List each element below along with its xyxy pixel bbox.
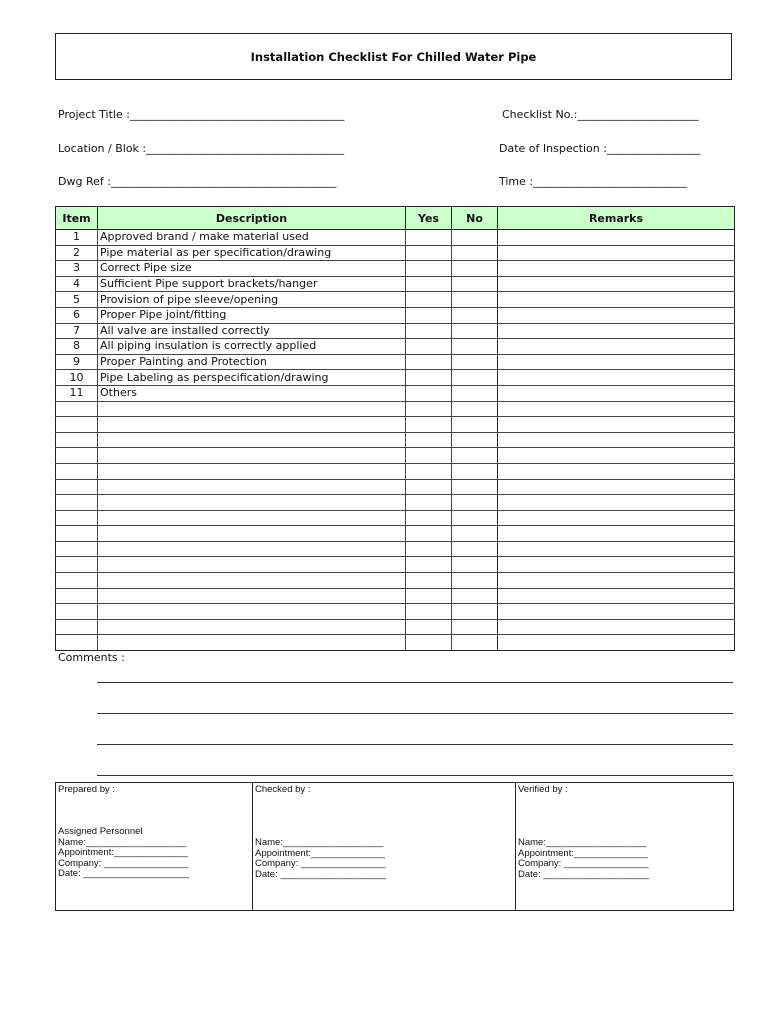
item-number <box>56 604 98 620</box>
yes-cell[interactable] <box>406 479 452 495</box>
yes-cell[interactable] <box>406 230 452 246</box>
yes-cell[interactable] <box>406 276 452 292</box>
remarks-cell[interactable] <box>498 463 735 479</box>
item-number <box>56 573 98 589</box>
checked-appointment-field[interactable]: Appointment:______________ <box>255 847 385 859</box>
remarks-cell[interactable] <box>498 526 735 542</box>
no-cell[interactable] <box>452 619 498 635</box>
no-cell[interactable] <box>452 510 498 526</box>
table-row <box>56 339 735 355</box>
item-description: All piping insulation is correctly applied <box>98 339 406 355</box>
no-cell[interactable] <box>452 370 498 386</box>
yes-cell[interactable] <box>406 573 452 589</box>
no-cell[interactable] <box>452 230 498 246</box>
prepared-appointment-field[interactable]: Appointment:______________ <box>58 847 188 859</box>
item-number: 1 <box>56 230 98 246</box>
item-number <box>56 432 98 448</box>
item-description <box>98 432 406 448</box>
table-row <box>56 588 735 604</box>
item-number <box>56 463 98 479</box>
checked-by-label: Checked by : <box>255 784 311 795</box>
item-description: All valve are installed correctly <box>98 323 406 339</box>
item-number: 8 <box>56 339 98 355</box>
item-description <box>98 635 406 651</box>
prepared-by-box <box>55 782 253 911</box>
item-number <box>56 588 98 604</box>
no-cell[interactable] <box>452 604 498 620</box>
item-number: 9 <box>56 354 98 370</box>
no-cell[interactable] <box>452 307 498 323</box>
item-description <box>98 401 406 417</box>
item-description: Approved brand / make material used <box>98 230 406 246</box>
no-cell[interactable] <box>452 635 498 651</box>
no-cell[interactable] <box>452 448 498 464</box>
item-number <box>56 417 98 433</box>
no-cell[interactable] <box>452 557 498 573</box>
table-row <box>56 448 735 464</box>
table-row <box>56 432 735 448</box>
checklist-no-field[interactable]: Checklist No.:______________________ <box>502 108 699 121</box>
table-row <box>56 463 735 479</box>
no-cell[interactable] <box>452 261 498 277</box>
item-description: Provision of pipe sleeve/opening <box>98 292 406 308</box>
header-yes: Yes <box>406 207 452 230</box>
no-cell[interactable] <box>452 463 498 479</box>
yes-cell[interactable] <box>406 635 452 651</box>
table-row <box>56 495 735 511</box>
remarks-cell[interactable] <box>498 339 735 355</box>
remarks-cell[interactable] <box>498 588 735 604</box>
item-description <box>98 573 406 589</box>
remarks-cell[interactable] <box>498 307 735 323</box>
table-row <box>56 261 735 277</box>
prepared-date-field[interactable]: Date: ____________________ <box>58 868 190 880</box>
yes-cell[interactable] <box>406 619 452 635</box>
yes-cell[interactable] <box>406 604 452 620</box>
yes-cell[interactable] <box>406 495 452 511</box>
remarks-cell[interactable] <box>498 292 735 308</box>
yes-cell[interactable] <box>406 526 452 542</box>
yes-cell[interactable] <box>406 510 452 526</box>
comments-label: Comments : <box>58 651 125 664</box>
remarks-cell[interactable] <box>498 385 735 401</box>
no-cell[interactable] <box>452 385 498 401</box>
remarks-cell[interactable] <box>498 261 735 277</box>
table-row <box>56 307 735 323</box>
no-cell[interactable] <box>452 417 498 433</box>
remarks-cell[interactable] <box>498 510 735 526</box>
no-cell[interactable] <box>452 479 498 495</box>
no-cell[interactable] <box>452 526 498 542</box>
remarks-cell[interactable] <box>498 354 735 370</box>
table-row <box>56 370 735 386</box>
prepared-name-field[interactable]: Name:___________________ <box>58 836 187 848</box>
item-number <box>56 619 98 635</box>
table-row <box>56 230 735 246</box>
yes-cell[interactable] <box>406 370 452 386</box>
item-number: 5 <box>56 292 98 308</box>
remarks-cell[interactable] <box>498 635 735 651</box>
checked-name-field[interactable]: Name:___________________ <box>255 837 384 848</box>
date-of-inspection-field[interactable]: Date of Inspection :_________________ <box>499 142 701 155</box>
item-number <box>56 526 98 542</box>
item-number: 2 <box>56 245 98 261</box>
no-cell[interactable] <box>452 292 498 308</box>
table-row <box>56 604 735 620</box>
table-header-row <box>56 207 735 230</box>
no-cell[interactable] <box>452 588 498 604</box>
remarks-cell[interactable] <box>498 323 735 339</box>
item-number <box>56 557 98 573</box>
remarks-cell[interactable] <box>498 370 735 386</box>
item-number <box>56 541 98 557</box>
remarks-cell[interactable] <box>498 432 735 448</box>
no-cell[interactable] <box>452 339 498 355</box>
yes-cell[interactable] <box>406 385 452 401</box>
verified-by-label: Verified by : <box>518 784 568 795</box>
item-description <box>98 417 406 433</box>
remarks-cell[interactable] <box>498 541 735 557</box>
checked-company-field[interactable]: Company: ________________ <box>255 858 386 870</box>
verified-company-field[interactable]: Company: ________________ <box>518 858 649 870</box>
item-number <box>56 495 98 511</box>
remarks-cell[interactable] <box>498 245 735 261</box>
no-cell[interactable] <box>452 432 498 448</box>
assigned-personnel-label: Assigned Personnel <box>58 826 143 837</box>
yes-cell[interactable] <box>406 339 452 355</box>
item-description <box>98 588 406 604</box>
remarks-cell[interactable] <box>498 479 735 495</box>
document-title: Installation Checklist For Chilled Water Pipe <box>55 33 732 80</box>
item-description: Proper Painting and Protection <box>98 354 406 370</box>
no-cell[interactable] <box>452 573 498 589</box>
remarks-cell[interactable] <box>498 417 735 433</box>
checked-date-field[interactable]: Date: ____________________ <box>255 868 387 880</box>
table-row <box>56 557 735 573</box>
item-number <box>56 401 98 417</box>
checklist-table <box>55 206 735 651</box>
yes-cell[interactable] <box>406 432 452 448</box>
item-number <box>56 448 98 464</box>
table-row <box>56 245 735 261</box>
table-row <box>56 323 735 339</box>
yes-cell[interactable] <box>406 557 452 573</box>
table-row <box>56 417 735 433</box>
item-description: Proper Pipe joint/fitting <box>98 307 406 323</box>
no-cell[interactable] <box>452 245 498 261</box>
item-number <box>56 635 98 651</box>
item-description <box>98 557 406 573</box>
verified-appointment-field[interactable]: Appointment:______________ <box>518 847 648 859</box>
yes-cell[interactable] <box>406 417 452 433</box>
item-number <box>56 510 98 526</box>
header-item: Item <box>56 207 98 230</box>
item-description <box>98 541 406 557</box>
verified-name-field[interactable]: Name:___________________ <box>518 837 647 848</box>
remarks-cell[interactable] <box>498 604 735 620</box>
item-description: Pipe Labeling as perspecification/drawing <box>98 370 406 386</box>
no-cell[interactable] <box>452 495 498 511</box>
yes-cell[interactable] <box>406 354 452 370</box>
item-description <box>98 479 406 495</box>
item-description: Pipe material as per specification/drawing <box>98 245 406 261</box>
location-field[interactable]: Location / Blok :____________________________________ <box>58 142 345 155</box>
table-row <box>56 354 735 370</box>
remarks-cell[interactable] <box>498 495 735 511</box>
no-cell[interactable] <box>452 541 498 557</box>
item-number <box>56 479 98 495</box>
yes-cell[interactable] <box>406 588 452 604</box>
item-number: 10 <box>56 370 98 386</box>
table-row <box>56 276 735 292</box>
remarks-cell[interactable] <box>498 448 735 464</box>
table-row <box>56 526 735 542</box>
table-row <box>56 541 735 557</box>
item-description <box>98 526 406 542</box>
project-title-field[interactable]: Project Title :_______________________________________ <box>58 108 345 121</box>
remarks-cell[interactable] <box>498 573 735 589</box>
item-number: 6 <box>56 307 98 323</box>
yes-cell[interactable] <box>406 541 452 557</box>
no-cell[interactable] <box>452 354 498 370</box>
comment-line[interactable] <box>97 682 733 683</box>
remarks-cell[interactable] <box>498 276 735 292</box>
dwg-ref-field[interactable]: Dwg Ref :_________________________________________ <box>58 175 337 188</box>
item-description <box>98 495 406 511</box>
yes-cell[interactable] <box>406 323 452 339</box>
time-field[interactable]: Time :____________________________ <box>499 175 688 188</box>
header-description: Description <box>98 207 406 230</box>
table-row <box>56 510 735 526</box>
no-cell[interactable] <box>452 276 498 292</box>
item-description <box>98 448 406 464</box>
table-row <box>56 573 735 589</box>
prepared-by-label: Prepared by : <box>58 784 116 795</box>
yes-cell[interactable] <box>406 261 452 277</box>
table-row <box>56 635 735 651</box>
remarks-cell[interactable] <box>498 230 735 246</box>
yes-cell[interactable] <box>406 463 452 479</box>
item-description <box>98 619 406 635</box>
header-no: No <box>452 207 498 230</box>
item-description: Sufficient Pipe support brackets/hanger <box>98 276 406 292</box>
item-number: 4 <box>56 276 98 292</box>
item-number: 11 <box>56 385 98 401</box>
remarks-cell[interactable] <box>498 401 735 417</box>
no-cell[interactable] <box>452 401 498 417</box>
item-number: 7 <box>56 323 98 339</box>
comment-line[interactable] <box>97 775 733 776</box>
verified-by-box <box>515 782 734 911</box>
item-description <box>98 604 406 620</box>
yes-cell[interactable] <box>406 401 452 417</box>
comment-line[interactable] <box>97 713 733 714</box>
item-description: Correct Pipe size <box>98 261 406 277</box>
yes-cell[interactable] <box>406 307 452 323</box>
no-cell[interactable] <box>452 323 498 339</box>
comment-line[interactable] <box>97 744 733 745</box>
yes-cell[interactable] <box>406 292 452 308</box>
table-row <box>56 619 735 635</box>
item-description: Others <box>98 385 406 401</box>
checked-by-box <box>252 782 516 911</box>
remarks-cell[interactable] <box>498 557 735 573</box>
table-row <box>56 292 735 308</box>
prepared-company-field[interactable]: Company: ________________ <box>58 857 189 869</box>
table-row <box>56 385 735 401</box>
yes-cell[interactable] <box>406 245 452 261</box>
item-description <box>98 510 406 526</box>
item-number: 3 <box>56 261 98 277</box>
header-remarks: Remarks <box>498 207 735 230</box>
table-row <box>56 401 735 417</box>
yes-cell[interactable] <box>406 448 452 464</box>
table-row <box>56 479 735 495</box>
item-description <box>98 463 406 479</box>
verified-date-field[interactable]: Date: ____________________ <box>518 868 650 880</box>
remarks-cell[interactable] <box>498 619 735 635</box>
